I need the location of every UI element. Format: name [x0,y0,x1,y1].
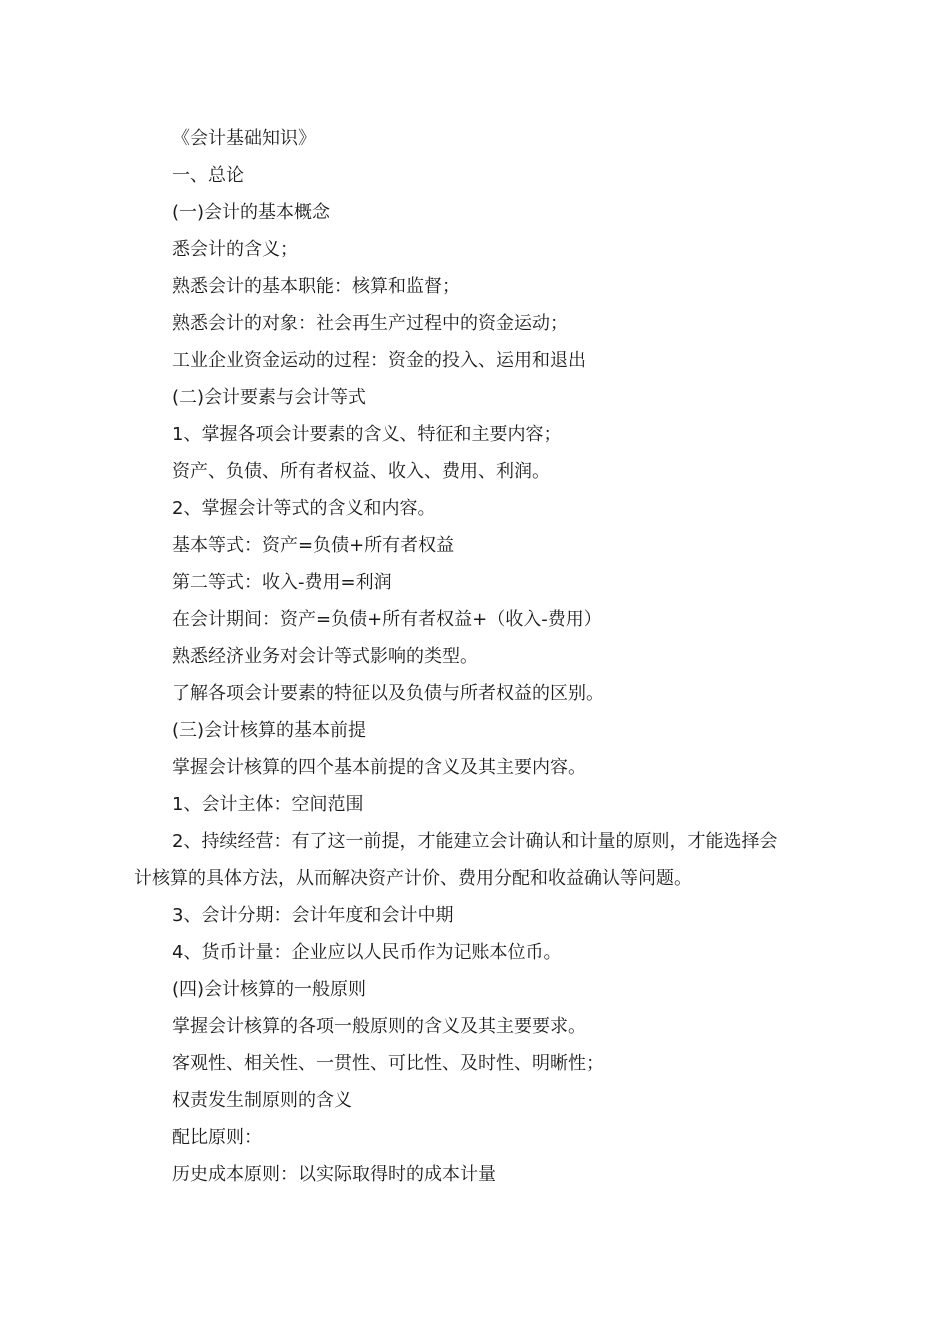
text-line: 客观性、相关性、一贯性、可比性、及时性、明晰性； [172,1053,604,1074]
text-line: 2、掌握会计等式的含义和内容。 [172,498,436,519]
document-body [134,120,784,1193]
text-line: 配比原则： [172,1127,262,1148]
subsection-heading: (三)会计核算的基本前提 [172,720,367,741]
paragraph: 2、持续经营：有了这一前提，才能建立会计确认和计量的原则，才能选择会计核算的具体方法，从而解决资产计价、费用分配和收益确认等问题。 [134,831,778,889]
text-line: 4、货币计量：企业应以人民币作为记账本位币。 [172,942,562,963]
text-line: 基本等式：资产=负债+所有者权益 [172,535,455,556]
text-line: 掌握会计核算的四个基本前提的含义及其主要内容。 [172,757,586,778]
text-line: 资产、负债、所有者权益、收入、费用、利润。 [172,461,550,482]
text-line: 熟悉会计的对象：社会再生产过程中的资金运动； [172,313,568,334]
text-line: 3、会计分期：会计年度和会计中期 [172,905,454,926]
text-line: 熟悉经济业务对会计等式影响的类型。 [172,646,478,667]
doc-title: 《会计基础知识》 [172,128,316,149]
text-line: 悉会计的含义； [172,239,298,260]
text-line: 熟悉会计的基本职能：核算和监督； [172,276,460,297]
text-line: 历史成本原则：以实际取得时的成本计量 [172,1164,496,1185]
subsection-heading: (一)会计的基本概念 [172,202,331,223]
text-line: 权责发生制原则的含义 [172,1090,352,1111]
section-heading: 一、总论 [172,165,244,186]
subsection-heading: (四)会计核算的一般原则 [172,979,367,1000]
text-line: 1、会计主体：空间范围 [172,794,364,815]
text-line: 1、掌握各项会计要素的含义、特征和主要内容； [172,424,562,445]
text-line: 了解各项会计要素的特征以及负债与所者权益的区别。 [172,683,604,704]
text-line: 第二等式：收入-费用=利润 [172,572,392,593]
text-line: 掌握会计核算的各项一般原则的含义及其主要要求。 [172,1016,586,1037]
text-line: 工业企业资金运动的过程：资金的投入、运用和退出 [172,350,586,371]
text-line: 在会计期间：资产=负债+所有者权益+（收入-费用） [172,609,602,630]
subsection-heading: (二)会计要素与会计等式 [172,387,367,408]
